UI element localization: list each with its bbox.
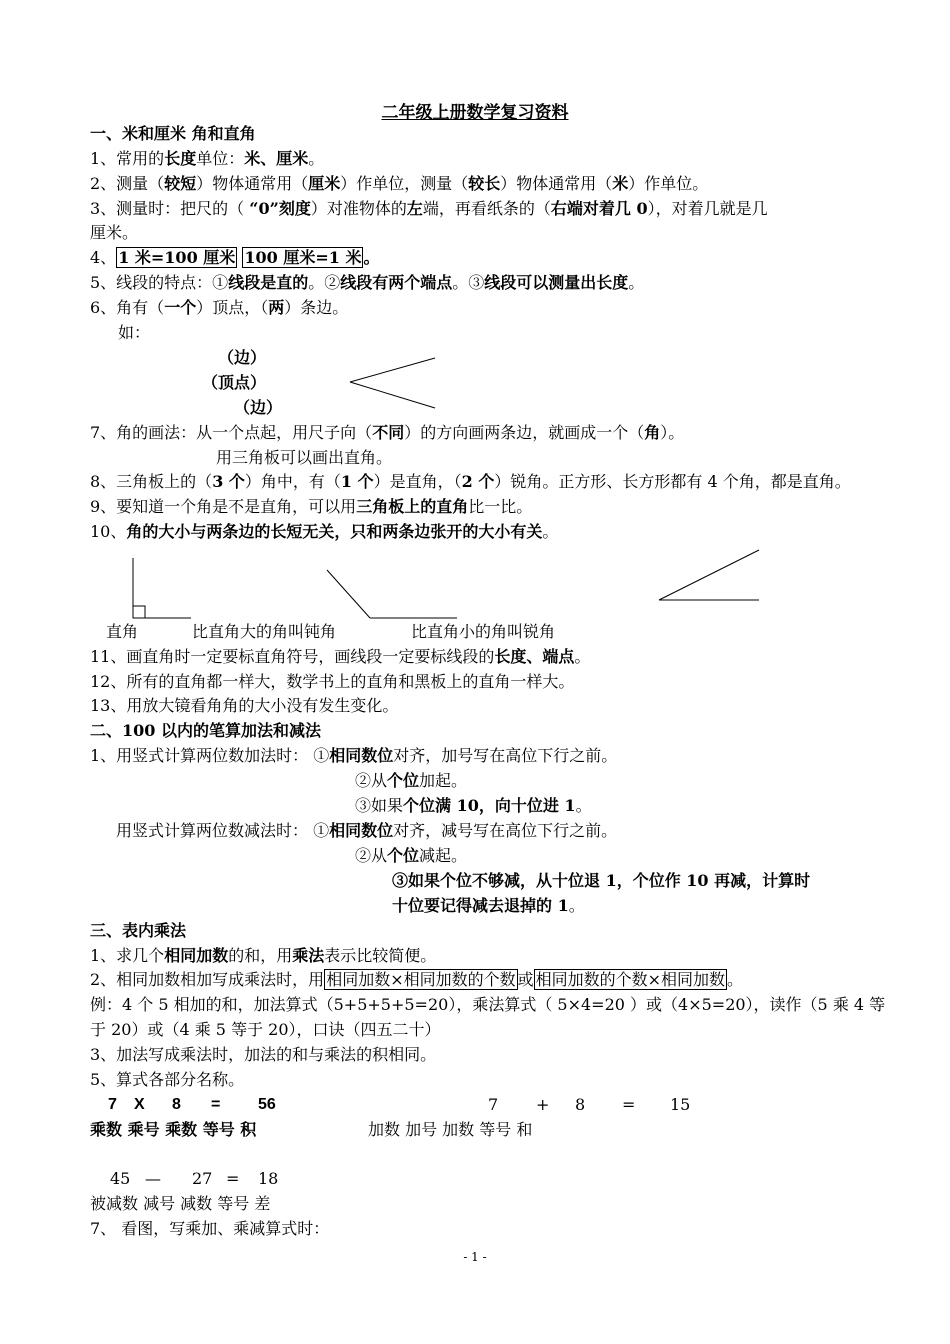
add-addend-1: 7 — [488, 1095, 499, 1114]
s2-add-step-3: ③如果个位满 10，向十位进 1。 — [355, 796, 592, 815]
sub-minuend: 45 — [110, 1169, 131, 1188]
mul-part-names: 乘数 乘号 乘数 等号 积 — [90, 1120, 257, 1139]
sub-difference: 18 — [258, 1169, 279, 1188]
s1-item-6: 6、角有（一个）顶点，（两）条边。 — [90, 298, 349, 317]
page-number: - 1 - — [463, 1250, 487, 1264]
example-label: 如： — [118, 323, 151, 342]
mul-equals: = — [211, 1096, 221, 1113]
caption-obtuse-angle: 比直角大的角叫钝角 — [192, 622, 337, 641]
s1-item-5: 5、线段的特点：①线段是直的。②线段有两个端点。③线段可以测量出长度。 — [90, 273, 645, 292]
s1-item-3: 3、测量时：把尺的（ “0”刻度）对准物体的左端，再看纸条的（右端对着几 0），对着几就是几 — [90, 199, 768, 218]
s2-add-step-2: ②从个位加起。 — [355, 771, 468, 790]
s3-example-line-1: 例：4 个 5 相加的和，加法算式（5+5+5+5=20），乘法算式（ 5×4=20 ）或（4×5=20），读作（5 乘 4 等 — [90, 995, 886, 1014]
acute-angle-figure — [659, 550, 759, 600]
mul-factor-1: 7 — [108, 1096, 117, 1113]
label-vertex: （顶点） — [202, 373, 267, 392]
s3-item-7: 7、 看图，写乘加、乘减算式时： — [90, 1219, 330, 1238]
s2-add-step-1: 1、用竖式计算两位数加法时： ①相同数位对齐，加号写在高位下行之前。 — [90, 746, 618, 765]
s1-item-11: 11、画直角时一定要标直角符号，画线段一定要标线段的长度、端点。 — [90, 647, 591, 666]
sub-sign: — — [145, 1169, 161, 1188]
s1-item-13: 13、用放大镜看角角的大小没有发生变化。 — [90, 696, 399, 715]
s2-sub-step-1: 用竖式计算两位数减法时： ①相同数位对齐，减号写在高位下行之前。 — [116, 821, 618, 840]
section-1-heading: 一、米和厘米 角和直角 — [90, 124, 256, 143]
s3-item-2: 2、相同加数相加写成乘法时，用 相同加数×相同加数的个数 或 相同加数的个数×相同加数 。 — [90, 970, 744, 989]
s1-item-2: 2、测量（较短）物体通常用（厘米）作单位，测量（较长）物体通常用（米）作单位。 — [90, 174, 709, 193]
caption-right-angle: 直角 — [106, 622, 139, 641]
s2-sub-step-2: ②从个位减起。 — [355, 846, 468, 865]
s1-item-7-cont: 用三角板可以画出直角。 — [216, 448, 393, 467]
s1-item-3-cont: 厘米。 — [90, 223, 139, 242]
add-sign: + — [536, 1095, 550, 1114]
label-edge-top: （边） — [218, 348, 267, 367]
s1-item-7: 7、角的画法：从一个点起，用尺子向（不同）的方向画两条边，就画成一个（角）。 — [90, 423, 685, 442]
s3-item-5: 5、算式各部分名称。 — [90, 1070, 245, 1089]
add-equals: = — [622, 1095, 636, 1114]
sub-part-names: 被减数 减号 减数 等号 差 — [90, 1194, 271, 1213]
page-title: 二年级上册数学复习资料 — [381, 103, 569, 123]
angle-diagram — [350, 358, 435, 408]
s1-item-10: 10、角的大小与两条边的长短无关，只和两条边张开的大小有关。 — [90, 522, 559, 541]
section-2-heading: 二、100 以内的笔算加法和减法 — [90, 721, 321, 740]
s1-item-8: 8、三角板上的（3 个）角中，有（1 个）是直角，（2 个）锐角。正方形、长方形都有 4 个角，都是直角。 — [90, 472, 851, 491]
s1-item-1: 1、常用的长度单位：米、厘米。 — [90, 149, 325, 168]
mul-sign: X — [134, 1096, 145, 1113]
add-part-names: 加数 加号 加数 等号 和 — [368, 1120, 533, 1139]
s1-item-9: 9、要知道一个角是不是直角，可以用三角板上的直角比一比。 — [90, 497, 533, 516]
sub-equals: = — [226, 1169, 240, 1188]
add-addend-2: 8 — [575, 1095, 586, 1114]
s2-sub-step-3: ③如果个位不够减，从十位退 1，个位作 10 再减，计算时 — [392, 871, 811, 890]
caption-acute-angle: 比直角小的角叫锐角 — [411, 622, 556, 641]
s1-item-4: 4、 1 米=100 厘米 100 厘米=1 米 。 — [90, 248, 380, 267]
s3-item-1: 1、求几个相同加数的和，用乘法表示比较简便。 — [90, 946, 437, 965]
mul-product: 56 — [258, 1096, 276, 1113]
right-angle-figure — [133, 558, 191, 618]
s3-item-3: 3、加法写成乘法时，加法的和与乘法的积相同。 — [90, 1045, 437, 1064]
s2-sub-step-3-cont: 十位要记得减去退掉的 1。 — [392, 896, 585, 915]
add-sum: 15 — [670, 1095, 691, 1114]
s1-item-12: 12、所有的直角都一样大，数学书上的直角和黑板上的直角一样大。 — [90, 672, 575, 691]
label-edge-bottom: （边） — [234, 398, 283, 417]
section-3-heading: 三、表内乘法 — [90, 921, 187, 940]
mul-factor-2: 8 — [172, 1096, 181, 1113]
s3-example-line-2: 于 20）或（4 乘 5 等于 20），口诀（四五二十） — [90, 1020, 441, 1039]
obtuse-angle-figure — [327, 570, 457, 618]
sub-subtrahend: 27 — [192, 1169, 213, 1188]
